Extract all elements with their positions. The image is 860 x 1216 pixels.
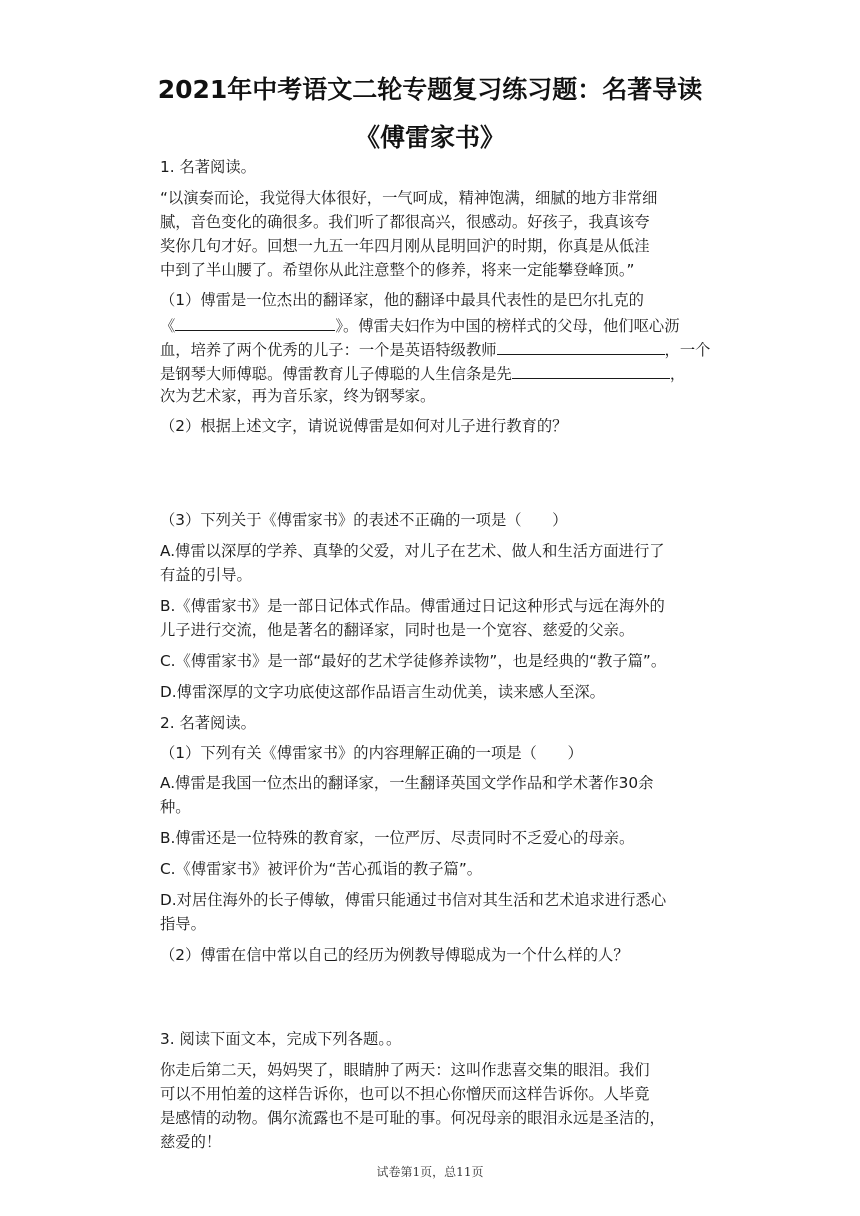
q1-option-c: C.《傅雷家书》是一部“最好的艺术学徒修养读物”，也是经典的“教子篇”。 [160, 652, 667, 670]
question-2-heading: 2. 名著阅读。 [160, 714, 256, 732]
q1-sub1-text: 》。傅雷夫妇作为中国的榜样式的父母，他们呕心沥 [335, 317, 680, 335]
q1-option-b-cont: 儿子进行交流，他是著名的翻译家，同时也是一个宽容、慈爱的父亲。 [160, 621, 635, 639]
q1-passage-line: “以演奏而论，我觉得大体很好，一气呵成，精神饱满，细腻的地方非常细 [160, 189, 658, 207]
document-title-line-2: 《傅雷家书》 [354, 123, 505, 152]
q1-sub1-text: ，一个 [664, 341, 711, 359]
q1-sub1-text: 是钢琴大师傅聪。傅雷教育儿子傅聪的人生信条是先 [160, 365, 512, 383]
q2-option-a-cont: 种。 [160, 798, 191, 816]
q1-option-a: A.傅雷以深厚的学养、真挚的父爱，对儿子在艺术、做人和生活方面进行了 [160, 542, 665, 560]
question-3-heading: 3. 阅读下面文本，完成下列各题。。 [160, 1030, 402, 1048]
q1-sub2-prompt: （2）根据上述文字，请说说傅雷是如何对儿子进行教育的？ [160, 417, 568, 435]
q1-sub1-line [160, 338, 710, 360]
q2-option-c: C.《傅雷家书》被评价为“苦心孤诣的教子篇”。 [160, 860, 483, 878]
q2-option-a: A.傅雷是我国一位杰出的翻译家，一生翻译英国文学作品和学术著作30余 [160, 774, 654, 792]
document-title-line-1: 2021年中考语文二轮专题复习练习题：名著导读 [157, 75, 703, 104]
q3-passage-line: 可以不用怕羞的这样告诉你，也可以不担心你憎厌而这样告诉你。人毕竟 [160, 1085, 650, 1103]
q1-option-a-cont: 有益的引导。 [160, 566, 252, 584]
q3-passage-line: 是感情的动物。偶尔流露也不是可耻的事。何况母亲的眼泪永远是圣洁的， [160, 1109, 665, 1127]
q2-sub1-prompt: （1）下列有关《傅雷家书》的内容理解正确的一项是（ ） [160, 744, 583, 762]
fill-in-blank[interactable] [175, 314, 335, 331]
q2-option-d-cont: 指导。 [160, 915, 206, 933]
fill-in-blank[interactable] [512, 362, 670, 379]
q2-option-b: B.傅雷还是一位特殊的教育家，一位严厉、尽责同时不乏爱心的母亲。 [160, 829, 635, 847]
question-1-heading: 1. 名著阅读。 [160, 158, 256, 176]
q1-sub1-text: 《 [160, 317, 176, 335]
q1-option-b: B.《傅雷家书》是一部日记体式作品。傅雷通过日记这种形式与远在海外的 [160, 597, 665, 615]
q1-option-d: D.傅雷深厚的文字功底使这部作品语言生动优美，读来感人至深。 [160, 683, 605, 701]
q1-sub1-text: ， [669, 365, 686, 383]
q3-passage-line: 慈爱的！ [160, 1133, 222, 1151]
q1-sub1-line: （1）傅雷是一位杰出的翻译家，他的翻译中最具代表性的是巴尔扎克的 [160, 291, 644, 309]
q3-passage-line: 你走后第二天，妈妈哭了，眼睛肿了两天：这叫作悲喜交集的眼泪。我们 [160, 1061, 650, 1079]
q1-sub1-line: 次为艺术家，再为音乐家，终为钢琴家。 [160, 387, 436, 405]
q1-sub1-line [160, 314, 680, 336]
q1-sub1-line [160, 362, 685, 384]
q1-passage-line: 腻，音色变化的确很多。我们听了都很高兴，很感动。好孩子，我真该夸 [160, 213, 650, 231]
fill-in-blank[interactable] [497, 338, 665, 355]
q1-passage-line: 奖你几句才好。回想一九五一年四月刚从昆明回沪的时期，你真是从低洼 [160, 237, 650, 255]
q1-sub3-prompt: （3）下列关于《傅雷家书》的表述不正确的一项是（ ） [160, 511, 568, 529]
q2-sub2-prompt: （2）傅雷在信中常以自己的经历为例教导傅聪成为一个什么样的人？ [160, 946, 629, 964]
q1-sub1-text: 血，培养了两个优秀的儿子：一个是英语特级教师 [160, 341, 497, 359]
page-footer: 试卷第1页，总11页 [376, 1165, 484, 1179]
q2-option-d: D.对居住海外的长子傅敏，傅雷只能通过书信对其生活和艺术追求进行悉心 [160, 891, 667, 909]
q1-passage-line: 中到了半山腰了。希望你从此注意整个的修养，将来一定能攀登峰顶。” [160, 261, 635, 279]
